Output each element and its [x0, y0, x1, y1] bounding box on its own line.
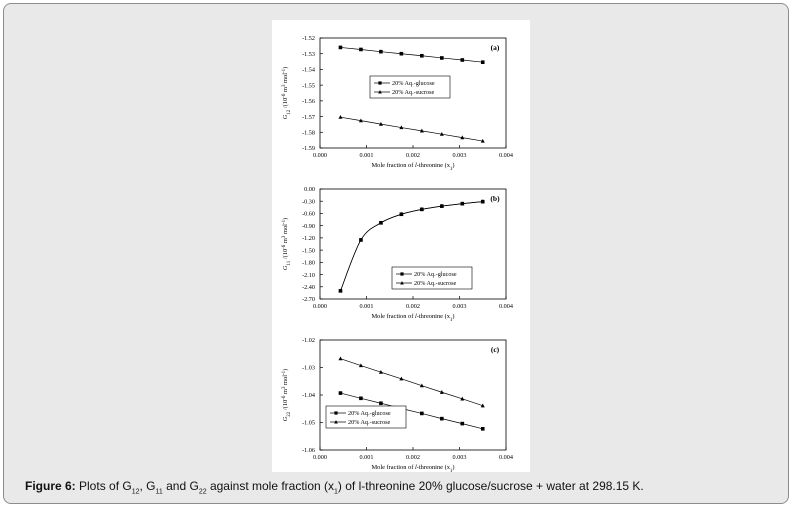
data-point-glucose [481, 427, 485, 431]
x-tick-label: 0.003 [452, 152, 467, 159]
x-axis-label [371, 313, 454, 321]
y-axis-label-part: -6 [281, 244, 287, 249]
y-axis-label-part: -6 [281, 395, 287, 400]
y-axis-label-part: /(10 [282, 248, 289, 261]
data-point-glucose [440, 56, 444, 60]
caption-sub-x: 1 [334, 488, 338, 496]
x-tick-label: 0.002 [406, 152, 420, 159]
y-axis-label-part: /(10 [282, 97, 289, 110]
y-axis-label-part: ) [282, 217, 289, 220]
x-axis-label-part: -threonine (x [416, 464, 450, 471]
data-point-glucose [460, 422, 464, 426]
x-tick-label: 0.003 [452, 454, 467, 461]
chart-g22 [272, 322, 530, 472]
x-tick-label: 0.004 [499, 152, 513, 159]
caption-sep2: and G [162, 479, 199, 493]
y-tick-label: -1.53 [302, 50, 315, 58]
y-axis-label-part: /(10 [282, 399, 289, 412]
x-axis-label-part: ) [452, 313, 455, 320]
x-tick-label: 0.004 [499, 454, 513, 461]
data-point-glucose [460, 58, 464, 62]
x-tick-label: 0.002 [406, 454, 420, 461]
x-axis-label-part: l [414, 313, 417, 320]
x-tick-label: 0.000 [313, 303, 327, 310]
y-tick-label: -0.90 [302, 222, 315, 230]
y-tick-label: -1.06 [302, 447, 315, 455]
legend-marker-square [334, 411, 337, 414]
x-axis-label-part: -threonine (x [416, 162, 450, 169]
x-axis-label-part: -threonine (x [416, 313, 450, 320]
caption-sub-g11: 11 [155, 488, 163, 496]
x-axis-label-part: l [414, 162, 417, 169]
chart-g12 [272, 20, 530, 170]
y-tick-label: -2.70 [302, 296, 315, 304]
data-point-glucose [379, 50, 383, 54]
figure-panel [272, 20, 530, 472]
y-axis-label-part: G [282, 265, 289, 271]
legend-marker-square [400, 272, 403, 275]
x-axis-label-part: 1 [449, 468, 453, 472]
data-point-glucose [440, 417, 444, 421]
panel-label: (b) [490, 194, 500, 203]
y-axis-label [282, 67, 292, 120]
y-tick-label: -1.50 [302, 247, 315, 255]
x-axis-label-part: l [414, 464, 417, 471]
figure-frame [3, 3, 789, 504]
legend-label: 20% Aq.-sucrose [392, 89, 435, 97]
y-tick-label: -2.10 [302, 271, 315, 279]
caption-sub-g12: 12 [131, 488, 140, 496]
y-tick-label: -1.58 [302, 129, 315, 137]
legend-label: 20% Aq.-glucose [348, 410, 391, 418]
caption-sep1: , G [139, 479, 156, 493]
data-point-glucose [339, 46, 343, 50]
y-axis-label-part: -1 [281, 219, 287, 225]
y-tick-label: -1.03 [302, 364, 315, 372]
x-axis-label [371, 162, 454, 170]
y-tick-label: -0.30 [302, 198, 315, 206]
x-axis-label-part: Mole fraction of [371, 162, 415, 169]
data-point-sucrose [338, 357, 342, 361]
y-axis-label-part: -6 [281, 93, 287, 98]
data-point-sucrose [338, 115, 342, 119]
x-tick-label: 0.004 [499, 303, 513, 310]
panel-label: (a) [490, 43, 500, 52]
x-axis-label-part: Mole fraction of [371, 313, 415, 320]
y-axis-label-part: m [282, 238, 289, 245]
x-tick-label: 0.002 [406, 303, 420, 310]
legend-label: 20% Aq.-sucrose [414, 280, 457, 288]
x-axis-label [371, 464, 454, 472]
x-axis-label-part: 1 [449, 166, 453, 170]
y-axis-label-part: 22 [286, 411, 292, 417]
data-point-glucose [359, 397, 363, 401]
caption-sub-g22: 22 [198, 488, 207, 496]
x-tick-label: 0.001 [359, 152, 374, 159]
x-tick-label: 0.000 [313, 454, 327, 461]
y-axis-label-part: 3 [281, 84, 287, 88]
legend-label: 20% Aq.-sucrose [348, 419, 391, 427]
y-tick-label: -1.05 [302, 419, 315, 427]
y-axis-label-part: mol [282, 374, 289, 387]
x-tick-label: 0.001 [359, 303, 374, 310]
data-point-glucose [359, 48, 363, 52]
y-tick-label: -1.20 [302, 235, 315, 243]
x-tick-label: 0.003 [452, 303, 467, 310]
data-point-glucose [420, 412, 424, 416]
y-axis-label-part: m [282, 389, 289, 396]
legend-label: 20% Aq.-glucose [392, 80, 435, 88]
y-tick-label: -1.02 [302, 337, 315, 345]
y-tick-label: -1.59 [302, 145, 315, 153]
y-axis-label-part: ) [282, 368, 289, 371]
x-tick-label: 0.000 [313, 152, 327, 159]
y-tick-label: -1.56 [302, 98, 315, 106]
x-axis-label-part: Mole fraction of [371, 464, 415, 471]
caption-text-plots: Plots of G [79, 479, 132, 493]
y-axis-label-part: G [282, 416, 289, 422]
y-axis-label-part: mol [282, 224, 289, 236]
y-tick-label: -1.04 [302, 392, 315, 400]
figure-caption [25, 479, 644, 495]
x-tick-label: 0.001 [359, 454, 374, 461]
data-point-glucose [339, 391, 343, 395]
y-tick-label: -0.60 [302, 210, 315, 218]
y-axis-label [282, 218, 292, 270]
y-axis-label-part: mol [282, 72, 289, 85]
data-point-glucose [481, 60, 485, 64]
y-axis-label-part: 3 [281, 386, 287, 390]
y-axis-label-part: 11 [286, 260, 292, 266]
panel-label: (c) [490, 345, 500, 354]
y-tick-label: -1.55 [302, 82, 315, 90]
data-point-glucose [379, 401, 383, 405]
y-axis-label-part: -1 [281, 370, 287, 375]
y-tick-label: -1.80 [302, 259, 315, 267]
x-axis-label-part: ) [452, 464, 455, 471]
y-axis-label-part: 12 [286, 109, 292, 115]
legend-marker-square [378, 81, 381, 84]
y-axis-label-part: m [282, 87, 289, 94]
y-axis-label-part: -1 [281, 68, 287, 73]
y-axis-label-part: G [282, 114, 289, 120]
y-axis-label [282, 369, 292, 422]
x-axis-label-part: 1 [449, 317, 453, 321]
y-tick-label: -2.40 [302, 283, 315, 291]
y-tick-label: -1.52 [302, 35, 315, 43]
x-axis-label-part: ) [452, 162, 455, 169]
y-axis-label-part: ) [282, 66, 289, 69]
y-tick-label: 0.00 [304, 186, 315, 194]
caption-label: Figure 6: [25, 479, 76, 493]
caption-text-against: against mole fraction (x [206, 479, 335, 493]
caption-text-rest: ) of l-threonine 20% glucose/sucrose + water at 298.15 K. [337, 479, 644, 493]
data-point-glucose [400, 52, 404, 56]
data-point-glucose [420, 54, 424, 58]
y-tick-label: -1.57 [302, 113, 315, 121]
y-axis-label-part: 3 [281, 235, 287, 239]
y-tick-label: -1.54 [302, 66, 315, 74]
legend-label: 20% Aq.-glucose [414, 271, 457, 279]
chart-g11 [272, 171, 530, 321]
